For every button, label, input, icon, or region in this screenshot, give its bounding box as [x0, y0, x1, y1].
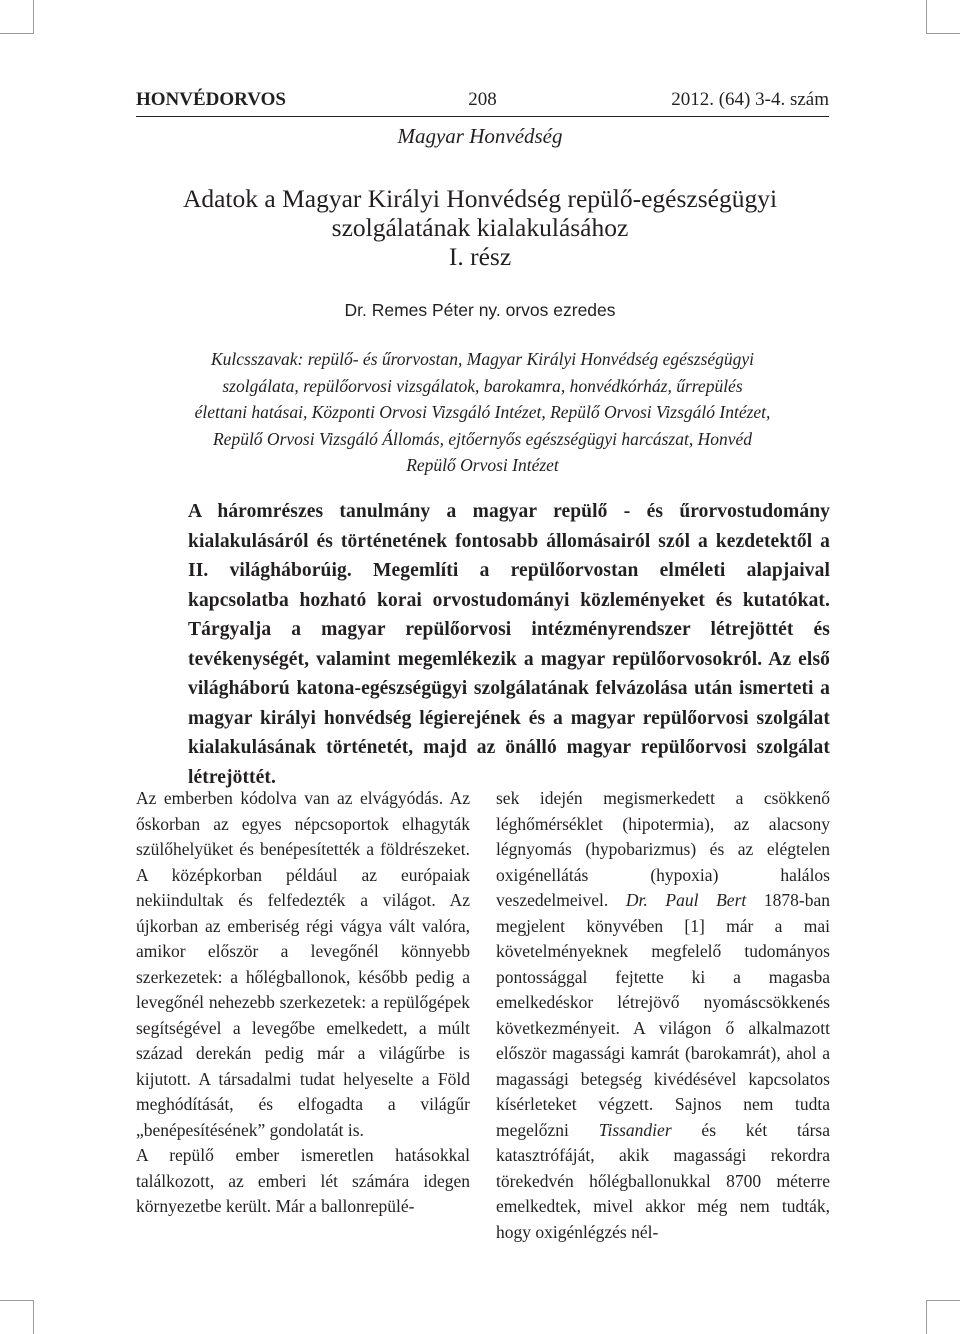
- body-text: 1878-ban megjelent könyvében [1] már a mai követelményeknek megfelelő tudományos pontossággal fejtette ki a magasba emelkedéskor létrejövő nyomáscsökkenés következményeit. A világon ő alkalmazott először magassági kamrát (barokamrát), ahol a magassági betegség kivédésével kapcsolatos kísérleteket végzett. Sajnos nem tudta megelőzni: [496, 890, 830, 1140]
- title-line: I. rész: [448, 242, 512, 271]
- crop-mark: [926, 33, 960, 34]
- page-number: 208: [468, 89, 497, 110]
- abstract: A háromrészes tanulmány a magyar repülő - és űrorvostudomány kialakulásáról és történetének fontosabb állomásairól szól a kezdetektől a II. világháborúig. Megemlíti a repülőorvostan elméleti alapjaival kapcsolatba hozható korai orvostudományi közleményeket és kutatókat. Tárgyalja a magyar repülőorvosi intézményrendszer létrejöttét és tevékenységét, valamint megemlékezik a magyar repülőorvosokról. Az első világháború katona-egészségügyi szolgálatának felvázolása után ismerteti a magyar királyi honvédség légierejének és a magyar repülőorvosi szolgálat kialakulásának történetét, majd az önálló magyar repülőorvosi szolgálat létrejöttét.: [188, 501, 830, 788]
- keywords: [140, 346, 825, 479]
- crop-mark: [926, 1300, 960, 1301]
- body-column-right: [496, 786, 830, 1245]
- crop-mark: [926, 1300, 927, 1334]
- crop-mark: [33, 1300, 34, 1334]
- body-paragraph: [496, 786, 830, 1245]
- journal-name: HONVÉDORVOS: [136, 89, 286, 110]
- section-label: Magyar Honvédség: [397, 124, 563, 148]
- person-name: Dr. Paul Bert: [625, 890, 747, 910]
- crop-mark: [0, 1300, 34, 1301]
- keywords-line: élettani hatásai, Központi Orvosi Vizsgáló Intézet, Repülő Orvosi Vizsgáló Intézet,: [194, 402, 771, 422]
- title-line: Adatok a Magyar Királyi Honvédség repülő-egészségügyi: [182, 184, 778, 213]
- body-text: sek idején megismerkedett a csökkenő léghőmérséklet (hipotermia), az alacsony légnyomás (hypobarizmus) és az elégtelen oxigénellátás (hypoxia) halálos veszedelmeivel.: [496, 788, 830, 910]
- crop-mark: [33, 0, 34, 34]
- title-line: szolgálatának kialakulásához: [331, 213, 629, 242]
- issue-info: 2012. (64) 3-4. szám: [671, 89, 829, 110]
- header-rule: [136, 116, 829, 117]
- body-column-left: [136, 786, 470, 1220]
- keywords-line: Repülő Orvosi Vizsgáló Állomás, ejtőernyős egészségügyi harcászat, Honvéd: [212, 428, 753, 449]
- crop-mark: [0, 33, 34, 34]
- keywords-line: Kulcsszavak: repülő- és űrorvostan, Magyar Királyi Honvédség egészségügyi: [210, 349, 755, 369]
- body-text: és két társa katasztrófáját, akik magassági rekordra törekedvén hőlégballonukkal 8700 méterre emelkedtek, mivel akkor még nem tudták, hogy oxigénlégzés nél-: [496, 1119, 830, 1242]
- running-head: [136, 89, 829, 115]
- keywords-line: szolgálata, repülőorvosi vizsgálatok, barokamra, honvédkórház, űrrepülés: [222, 375, 743, 396]
- author-line: Dr. Remes Péter ny. orvos ezredes: [344, 300, 616, 320]
- body-paragraph: A repülő ember ismeretlen hatásokkal találkozott, az emberi lét számára idegen környezetbe került. Már a ballonrepülé-: [136, 1145, 470, 1216]
- article-title: [120, 184, 840, 271]
- person-name: Tissandier: [598, 1119, 672, 1140]
- keywords-line: Repülő Orvosi Intézet: [406, 455, 559, 475]
- crop-mark: [926, 0, 927, 34]
- body-paragraph: Az emberben kódolva van az elvágyódás. Az őskorban az egyes népcsoportok elhagyták szülőhelyüket és benépesítették a földrészeket. A középkorban például az európaiak nekiindultak és felfedezték a világot. Az újkorban az emberiség régi vágya vált valóra, amikor először a levegőnél könnyebb szerkezetek: a hőlégballonok, később pedig a levegőnél nehezebb szerkezetek: a repülőgépek segítségével a levegőbe emelkedett, a múlt század derekán pedig már a világűrbe is kijutott. A társadalmi tudat helyeselte a Föld meghódítását, és elfogadta a világűr „benépesítésének” gondolatát is.: [136, 788, 470, 1140]
